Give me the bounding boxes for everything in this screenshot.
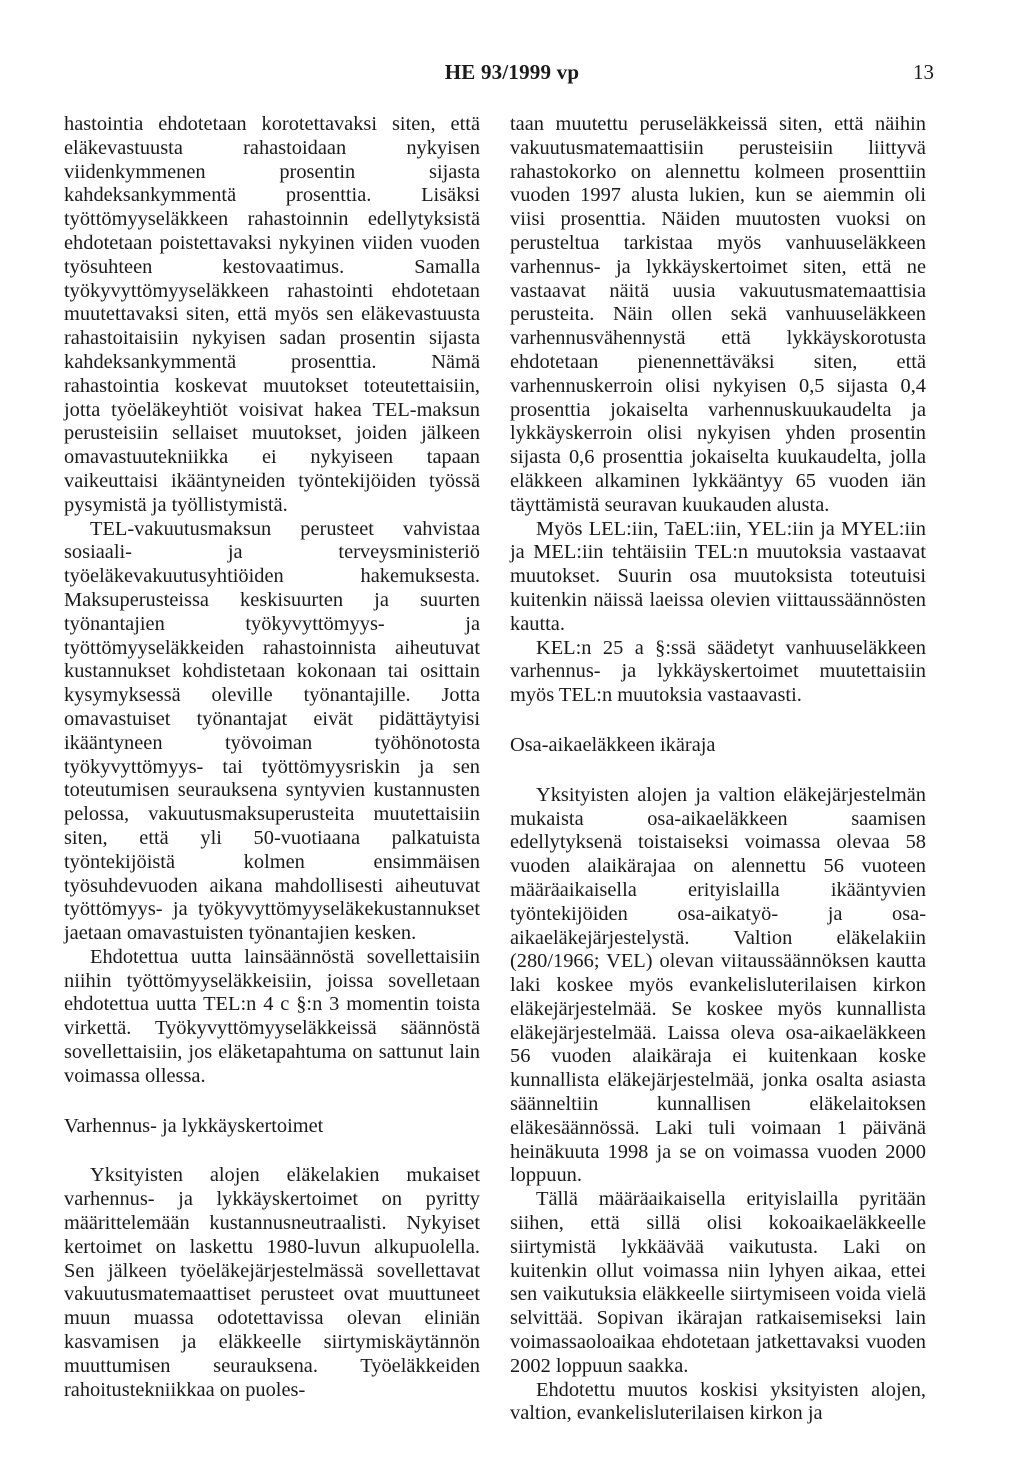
paragraph: Tällä määräaikaisella erityislailla pyritään siihen, että sillä olisi kokoaikaeläkkeelle siirtymistä lykkäävää vaikutusta. Laki on kuitenkin ollut voimassa niin lyhyen aikaa, ettei sen vaikutuksia eläkkeelle siirtymiseen voida vielä selvittää. Sopivan ikärajan ratkaisemiseksi lain voimassaoloaikaa ehdotetaan jatkettavaksi vuoden 2002 loppuun saakka. <box>510 1188 926 1377</box>
paragraph: KEL:n 25 a §:ssä säädetyt vanhuuseläkkeen varhennus- ja lykkäyskertoimet muutettaisiin myös TEL:n muutoksia vastaavasti. <box>510 636 926 707</box>
paragraph: Ehdotettua uutta lainsäännöstä sovellettaisiin niihin työttömyyseläkkeisiin, joissa sovelletaan ehdotettua uutta TEL:n 4 c §:n 3 momentin toista virkettä. Työkyvyttömyyseläkkeissä säännöstä sovellettaisiin, jos eläketapahtuma on sattunut lain voimassa ollessa. <box>64 945 480 1087</box>
paragraph: taan muutettu peruseläkkeissä siten, että näihin vakuutusmatemaattisiin perusteisiin liittyvä rahastokorko on alennettu kolmeen prosenttiin vuoden 1997 alusta lukien, kun se aiemmin oli viisi prosenttia. Näiden muutosten vuoksi on perusteltua tarkistaa myös vanhuuseläkkeen varhennus- ja lykkäyskertoimet siten, että ne vastaavat näitä uusia vakuutusmatemaattisia perusteita. Näin ollen sekä vanhuuseläkkeen varhennusvähennystä että lykkäyskorotusta ehdotetaan pienennettäväksi siten, että varhennuskerroin olisi nykyisen 0,5 sijasta 0,4 prosenttia jokaiselta varhennuskuukaudelta ja lykkäyskerroin olisi nykyisen yhden prosentin sijasta 0,6 prosenttia jokaiselta kuukaudelta, jolla eläkkeen alkaminen lykkääntyy 65 vuoden iän täyttämistä seuravan kuukauden alusta. <box>510 113 926 516</box>
paragraph: Yksityisten alojen eläkelakien mukaiset varhennus- ja lykkäyskertoimet on pyritty määrittelemään kustannusneutraalisti. Nykyiset kertoimet on laskettu 1980-luvun alkupuolella. Sen jälkeen työeläkejärjestelmässä sovellettavat vakuutusmatemaattiset perusteet ovat muuttuneet muun muassa odotettavissa olevan eliniän kasvamisen ja eläkkeelle siirtymiskäytännön muuttumisen seurauksena. Työeläkkeiden rahoitustekniikkaa on puoles- <box>64 1164 480 1401</box>
section-heading: Varhennus- ja lykkäyskertoimet <box>64 1114 324 1137</box>
right-column <box>510 113 926 1426</box>
section-heading: Osa-aikaeläkkeen ikäraja <box>510 733 716 756</box>
left-column <box>64 113 480 1402</box>
paragraph: Ehdotettu muutos koskisi yksityisten alojen, valtion, evankelisluterilaisen kirkon ja <box>510 1378 926 1425</box>
paragraph: Myös LEL:iin, TaEL:iin, YEL:iin ja MYEL:iin ja MEL:iin tehtäisiin TEL:n muutoksia vastaavat muutokset. Suurin osa muutoksista toteutuisi kuitenkin näissä laeissa olevien viittaussäännösten kautta. <box>510 517 926 635</box>
document-header-title: HE 93/1999 vp <box>444 60 580 84</box>
paragraph: TEL-vakuutusmaksun perusteet vahvistaa sosiaali- ja terveysministeriö työeläkevakuutusyhtiöiden hakemuksesta. Maksuperusteissa keskisuurten ja suurten työnantajien työkyvyttömyys- ja työttömyyseläkkeiden rahastoinnista aiheutuvat kustannukset kohdistetaan kokonaan tai osittain kysymyksessä oleville työnantajille. Jotta omavastuiset työnantajat eivät pidättäytyisi ikääntyneen työvoiman työhönotosta työkyvyttömyys- tai työttömyysriskin ja sen toteutumisen seurauksena syntyvien kustannusten pelossa, vakuutusmaksuperusteita muutettaisiin siten, että yli 50-vuotiaana palkatuista työntekijöistä kolmen ensimmäisen työsuhdevuoden aikana mahdollisesti aiheutuvat työttömyys- ja työkyvyttömyyseläkekustannukset jaetaan omavastuisten työnantajien kesken. <box>64 517 480 945</box>
paragraph: Yksityisten alojen ja valtion eläkejärjestelmän mukaista osa-aikaeläkkeen saamisen edellytyksenä toistaiseksi voimassa olevaa 58 vuoden alaikärajaa on alennettu 56 vuoteen määräaikaisella erityislailla ikääntyvien työntekijöiden osa-aikatyö- ja osa-aikaeläkejärjestelystä. Valtion eläkelakiin (280/1966; VEL) olevan viitaussäännöksen kautta laki koskee myös evankelisluterilaisen kirkon eläkejärjestelmää. Se koskee myös kunnallista eläkejärjestelmää. Laissa oleva osa-aikaeläkkeen 56 vuoden alaikäraja ei kuitenkaan koske kunnallista eläkejärjestelmää, jonka osalta asiasta säänneltiin kunnallisen eläkelaitoksen eläkesäännössä. Laki tuli voimaan 1 päivänä heinäkuuta 1998 ja se on voimassa vuoden 2000 loppuun. <box>510 783 926 1187</box>
paragraph: hastointia ehdotetaan korotettavaksi siten, että eläkevastuusta rahastoidaan nykyisen viidenkymmenen prosentin sijasta kahdeksankymmentä prosenttia. Lisäksi työttömyyseläkkeen rahastoinnin edellytyksistä ehdotetaan poistettavaksi nykyinen viiden vuoden työsuhteen kestovaatimus. Samalla työkyvyttömyyseläkkeen rahastointi ehdotetaan muutettavaksi siten, että myös sen eläkevastuusta rahastoitaisiin nykyisen sadan prosentin sijasta kahdeksankymmentä prosenttia. Nämä rahastointia koskevat muutokset toteutettaisiin, jotta työeläkeyhtiöt voisivat hakea TEL-maksun perusteisiin sellaiset muutokset, joiden jälkeen omavastuutekniikka ei nykyiseen tapaan vaikeuttaisi ikääntyneiden työntekijöiden työssä pysymistä ja työllistymistä. <box>64 113 480 516</box>
page-number: 13 <box>913 60 934 84</box>
